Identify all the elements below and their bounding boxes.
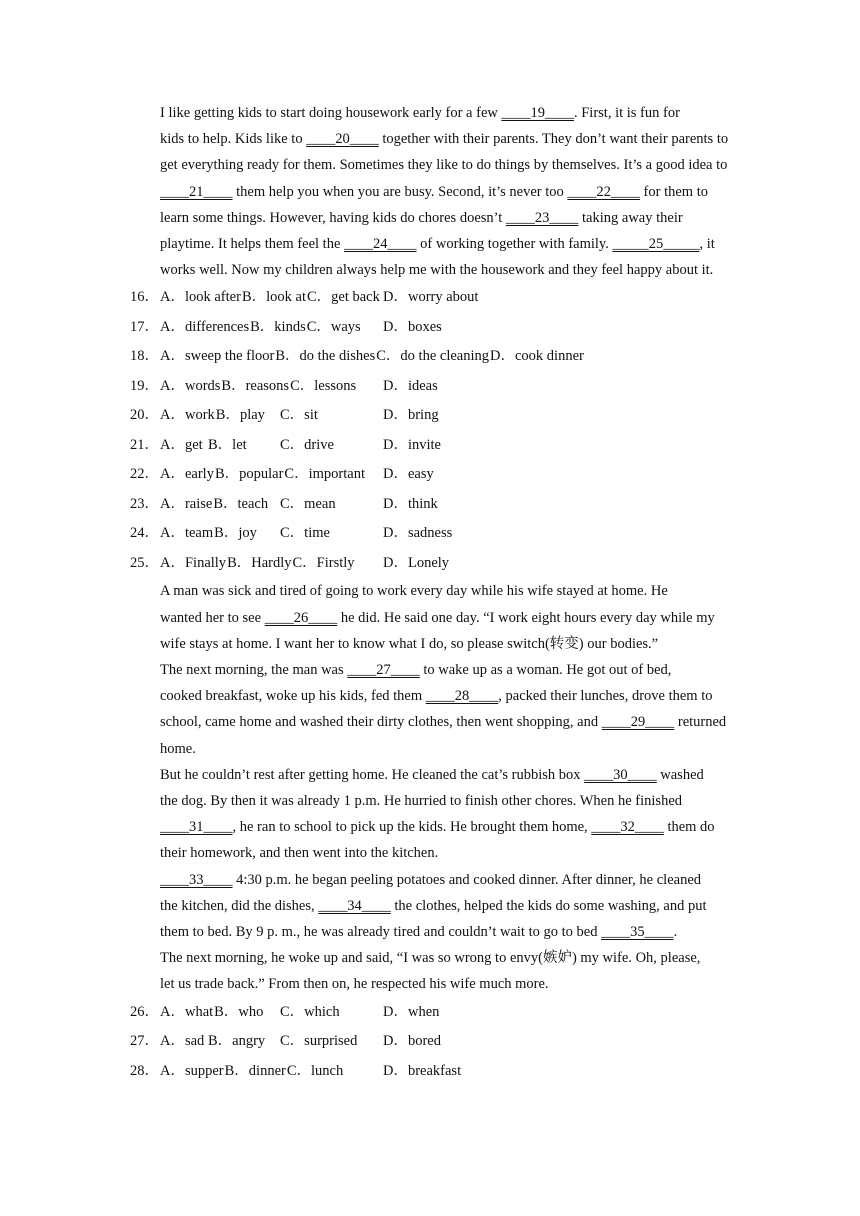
option-a[interactable]: A．team <box>160 525 214 542</box>
option-c[interactable]: C．which <box>280 1003 340 1020</box>
question-number: 26． <box>130 1003 159 1020</box>
answer-blank: ____27____ <box>347 662 420 679</box>
text-run: , packed their lunches, drove them to <box>498 688 713 705</box>
option-b[interactable]: B．look at <box>241 289 306 306</box>
answer-blank: ____35____ <box>601 924 674 941</box>
option-b[interactable]: B．kinds <box>250 318 306 335</box>
answer-blank: ____34____ <box>318 897 391 914</box>
question-number: 17． <box>130 318 159 335</box>
question-row <box>130 342 730 372</box>
option-d[interactable]: D．ideas <box>383 377 438 394</box>
text-run: home. <box>160 740 196 757</box>
option-c[interactable]: C．time <box>280 525 330 542</box>
option-d[interactable]: D．Lonely <box>383 554 450 571</box>
option-a[interactable]: A．sad <box>160 1033 205 1050</box>
answer-blank: ____32____ <box>591 819 664 836</box>
text-run: kids to help. Kids like to <box>160 131 307 148</box>
paragraph-line <box>130 867 730 893</box>
option-c[interactable]: C．lunch <box>286 1062 344 1079</box>
text-run: he did. He said one day. “I work eight hours every day while my <box>337 609 715 626</box>
option-b[interactable]: B．do the dishes <box>275 348 376 365</box>
paragraph-line <box>130 971 730 997</box>
option-a[interactable]: A．look after <box>160 289 241 306</box>
passage-2-paragraph-1 <box>130 578 730 657</box>
answer-blank: ____31____ <box>160 819 233 836</box>
text-run: taking away their <box>578 209 683 226</box>
answer-blank: _____25_____ <box>612 236 700 253</box>
answer-blank: ____22____ <box>567 183 640 200</box>
answer-blank: ____26____ <box>264 609 338 626</box>
paragraph-line <box>130 152 730 178</box>
text-run: the dog. By then it was already 1 p.m. He hurried to finish other chores. When he finished <box>160 793 683 810</box>
text-run: , it <box>699 236 715 253</box>
question-row <box>130 1057 730 1087</box>
option-a[interactable]: A．early <box>160 466 214 483</box>
question-number: 21． <box>130 436 159 453</box>
text-run: playtime. It helps them feel the <box>160 236 345 253</box>
text-run: The next morning, he woke up and said, “I was so wrong to envy(嫉妒) my wife. Oh, please, <box>160 950 701 967</box>
question-number: 24． <box>130 525 159 542</box>
question-row <box>130 998 730 1028</box>
paragraph-line <box>130 205 730 231</box>
option-c[interactable]: C．mean <box>280 495 336 512</box>
option-a[interactable]: A．words <box>160 377 221 394</box>
text-run: learn some things. However, having kids do chores doesn’t <box>160 209 506 226</box>
option-d[interactable]: D．breakfast <box>383 1062 462 1079</box>
paragraph-line <box>130 945 730 971</box>
option-c[interactable]: C．lessons <box>290 377 357 394</box>
option-d[interactable]: D．boxes <box>383 318 442 335</box>
paragraph-line <box>130 257 730 283</box>
passage-2-paragraph-3 <box>130 762 730 867</box>
text-run: let us trade back.” From then on, he respected his wife much more. <box>160 976 549 993</box>
option-d[interactable]: D．bring <box>383 407 439 424</box>
question-row <box>130 372 730 402</box>
text-run: The next morning, the man was <box>160 662 348 679</box>
question-row <box>130 460 730 490</box>
question-number: 28． <box>130 1062 159 1079</box>
answer-blank: ____24____ <box>344 236 417 253</box>
option-c[interactable]: C．drive <box>280 436 334 453</box>
question-number: 18． <box>130 348 159 365</box>
question-row <box>130 431 730 461</box>
text-run: returned <box>674 714 727 731</box>
paragraph-line <box>130 605 730 631</box>
option-c[interactable]: C．get back <box>306 289 380 306</box>
question-group-16-25 <box>130 283 730 578</box>
text-run: washed <box>656 766 704 783</box>
paragraph-line <box>130 578 730 604</box>
text-run: to wake up as a woman. He got out of bed, <box>419 662 672 679</box>
text-run: their homework, and then went into the kitchen. <box>160 845 439 862</box>
text-run: the kitchen, did the dishes, <box>160 897 319 914</box>
option-d[interactable]: D．invite <box>383 436 441 453</box>
paragraph-line <box>130 840 730 866</box>
text-run: , he ran to school to pick up the kids. He brought them home, <box>232 819 592 836</box>
text-run: for them to <box>639 183 708 200</box>
option-a[interactable]: A．Finally <box>160 554 227 571</box>
text-run: . First, it is fun for <box>573 105 680 121</box>
passage-2-paragraph-2 <box>130 657 730 762</box>
option-a[interactable]: A．raise <box>160 495 213 512</box>
text-run: 4:30 p.m. he began peeling potatoes and cooked dinner. After dinner, he cleaned <box>232 871 702 888</box>
paragraph-line <box>130 100 730 126</box>
answer-blank: ____30____ <box>584 766 657 783</box>
text-run: A man was sick and tired of going to work every day while his wife stayed at home. He <box>160 583 668 600</box>
option-d[interactable]: D．sadness <box>383 525 453 542</box>
text-run: But he couldn’t rest after getting home. He cleaned the cat’s rubbish box <box>160 766 585 783</box>
option-b[interactable]: B．let <box>208 436 247 453</box>
answer-blank: ____19____ <box>501 105 574 121</box>
answer-blank: ____29____ <box>601 714 675 731</box>
passage-1-paragraph <box>130 100 730 283</box>
option-b[interactable]: B．teach <box>213 495 269 512</box>
option-c[interactable]: C．important <box>284 466 365 483</box>
paragraph-line <box>130 788 730 814</box>
text-run: get everything ready for them. Sometimes they like to do things by themselves. It’s a good idea to <box>160 157 728 174</box>
option-c[interactable]: C．Firstly <box>292 554 355 571</box>
question-row <box>130 401 730 431</box>
option-b[interactable]: B．Hardly <box>227 554 292 571</box>
paragraph-line <box>130 736 730 762</box>
option-b[interactable]: B．reasons <box>221 377 290 394</box>
option-a[interactable]: A．supper <box>160 1062 224 1079</box>
paragraph-line <box>130 231 730 257</box>
paragraph-line <box>130 709 730 735</box>
answer-blank: ____23____ <box>505 209 579 226</box>
answer-blank: ____20____ <box>306 131 379 148</box>
question-number: 22． <box>130 466 159 483</box>
option-d[interactable]: D．easy <box>383 466 434 483</box>
question-row <box>130 490 730 520</box>
option-d[interactable]: D．bored <box>383 1033 441 1050</box>
document-content <box>130 100 730 1086</box>
question-row <box>130 1027 730 1057</box>
passage-2 <box>130 578 730 997</box>
option-d[interactable]: D．cook dinner <box>490 348 584 365</box>
option-d[interactable]: D．when <box>383 1003 440 1020</box>
paragraph-line <box>130 631 730 657</box>
text-run: works well. Now my children always help me with the housework and they feel happy about it. <box>160 262 714 279</box>
text-run: . <box>673 924 678 941</box>
paragraph-line <box>130 893 730 919</box>
option-b[interactable]: B．play <box>215 407 265 424</box>
answer-blank: ____28____ <box>425 688 499 705</box>
text-run: cooked breakfast, woke up his kids, fed them <box>160 688 426 705</box>
text-run: them to bed. By 9 p. m., he was already tired and couldn’t wait to go to bed <box>160 924 602 941</box>
question-number: 23． <box>130 495 159 512</box>
option-b[interactable]: B．popular <box>214 466 284 483</box>
passage-2-paragraph-5 <box>130 945 730 997</box>
paragraph-line <box>130 179 730 205</box>
option-c[interactable]: C．surprised <box>280 1033 358 1050</box>
option-d[interactable]: D．think <box>383 495 438 512</box>
text-run: I like getting kids to start doing housework early for a few <box>160 105 502 121</box>
option-b[interactable]: B．angry <box>208 1033 266 1050</box>
option-a[interactable]: A．work <box>160 407 215 424</box>
question-number: 16． <box>130 289 159 306</box>
option-b[interactable]: B．who <box>214 1003 264 1020</box>
option-b[interactable]: B．dinner <box>224 1062 286 1079</box>
question-number: 25． <box>130 554 159 571</box>
option-a[interactable]: A．sweep the floor <box>160 348 275 365</box>
question-row <box>130 519 730 549</box>
answer-blank: ____33____ <box>160 871 233 888</box>
paragraph-line <box>130 657 730 683</box>
option-b[interactable]: B．joy <box>214 525 257 542</box>
question-number: 19． <box>130 377 159 394</box>
question-row <box>130 283 730 313</box>
option-a[interactable]: A．differences <box>160 318 250 335</box>
text-run: them help you when you are busy. Second, it’s never too <box>232 183 568 200</box>
text-run: together with their parents. They don’t want their parents to <box>378 131 729 148</box>
paragraph-line <box>130 762 730 788</box>
question-row <box>130 313 730 343</box>
question-number: 20． <box>130 407 159 424</box>
question-row <box>130 549 730 579</box>
passage-1 <box>130 100 730 283</box>
paragraph-line <box>130 683 730 709</box>
question-number: 27． <box>130 1033 159 1050</box>
option-a[interactable]: A．what <box>160 1003 214 1020</box>
answer-blank: ____21____ <box>160 183 233 200</box>
option-c[interactable]: C．ways <box>306 318 361 335</box>
text-run: of working together with family. <box>416 236 613 253</box>
paragraph-line <box>130 919 730 945</box>
passage-2-paragraph-4 <box>130 867 730 946</box>
text-run: wife stays at home. I want her to know what I do, so please switch(转变) our bodies.” <box>160 635 659 652</box>
text-run: them do <box>663 819 715 836</box>
option-d[interactable]: D．worry about <box>383 289 479 306</box>
text-run: wanted her to see <box>160 609 265 626</box>
text-run: the clothes, helped the kids do some washing, and put <box>390 897 707 914</box>
option-c[interactable]: C．sit <box>280 407 318 424</box>
option-c[interactable]: C．do the cleaning <box>376 348 490 365</box>
paragraph-line <box>130 814 730 840</box>
question-group-26-28 <box>130 998 730 1087</box>
text-run: school, came home and washed their dirty clothes, then went shopping, and <box>160 714 602 731</box>
paragraph-line <box>130 126 730 152</box>
option-a[interactable]: A．get <box>160 436 203 453</box>
